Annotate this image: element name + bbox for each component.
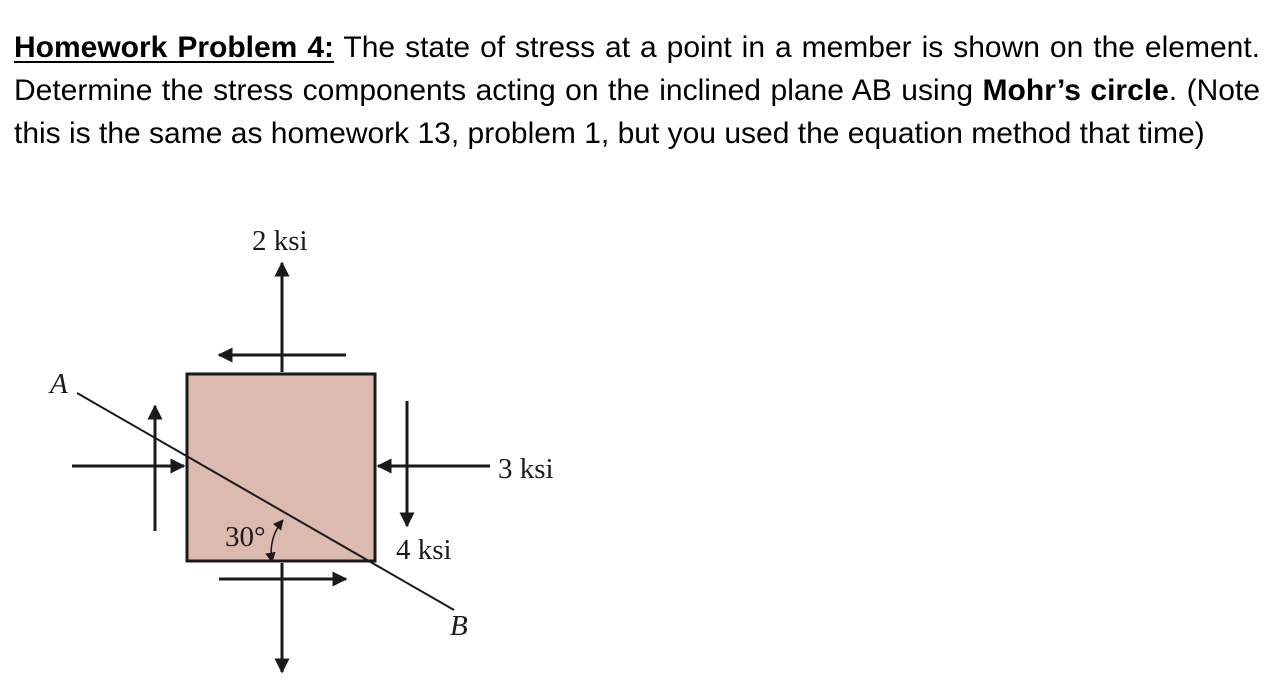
right-stress-label: 3 ksi [498, 453, 554, 485]
problem-body-part1: The state of stress at a point in a member is shown on the element. Determine the stress components acting on the inclined plane AB using [14, 31, 1260, 107]
top-stress-label: 2 ksi [252, 225, 308, 257]
method-name: Mohr’s circle [982, 74, 1169, 107]
angle-label: 30° [225, 521, 266, 553]
stress-element [187, 374, 375, 561]
point-b-label: B [450, 610, 468, 642]
shear-stress-label: 4 ksi [396, 534, 452, 566]
point-a-label: A [50, 368, 68, 400]
problem-body-part2: . (Note this is the same as homework 13, problem 1, but you used the equation method that time) [14, 74, 1261, 150]
problem-heading: Homework Problem 4: [14, 31, 334, 64]
